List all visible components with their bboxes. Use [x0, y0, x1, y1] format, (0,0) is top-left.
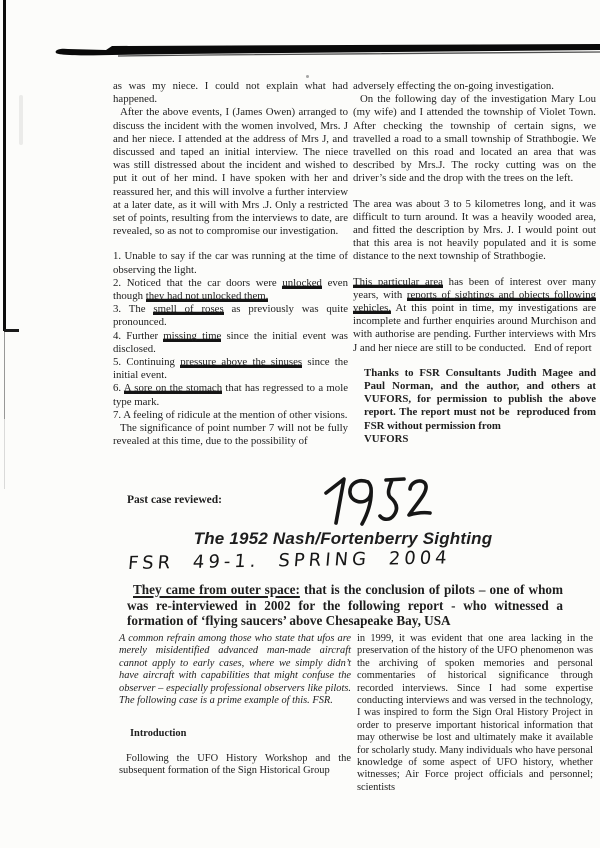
scan-left-edge-tick — [4, 329, 19, 332]
paragraph — [113, 422, 348, 448]
text-run: 4. Further — [113, 329, 164, 342]
paragraph — [357, 633, 593, 794]
text-run: that has regressed to a mole type mark. — [113, 382, 348, 408]
text-run: 1. Unable to say if the car was running at the time of observing the light. — [113, 250, 348, 276]
marker-underlined-text: they had not unlocked them. — [145, 290, 269, 303]
underlined-text: They came from outer space: — [133, 582, 300, 597]
text-run: After the above events, I (James Owen) arranged to discuss the incident with the women involved, Mrs. J and her niece. I attended at the address of Mrs J, and discussed and taped an initial interview. The niece was still distressed about the incident and wished to put it out of her mind. I have spoken with her and reassured her, and this will involve a further interview at a later date, as it will with Mrs .J. Only a restricted set of points, resulting from the interviews to date, are revealed, so as not to compromise our investigation. — [113, 106, 348, 238]
paragraph — [113, 80, 348, 106]
article-title: The 1952 Nash/Fortenberry Sighting — [193, 529, 493, 548]
scan-smudge — [19, 95, 23, 145]
text-run: as previously was quite pronounced. — [113, 303, 348, 329]
handwritten-reference-annotation: FSR 49-1. SPRING 2004 — [127, 547, 452, 574]
marker-underlined-text: This particular area — [353, 275, 443, 288]
marker-underlined-text: smell of roses — [153, 303, 224, 316]
bottom-right-column — [357, 633, 593, 794]
text-run: 5. Continuing — [113, 356, 181, 369]
bottom-left-column — [119, 633, 351, 794]
article-headline — [127, 582, 563, 629]
paragraph — [119, 753, 351, 778]
editor-note — [119, 633, 351, 707]
text-run: The significance of point number 7 will not be fully revealed at this time, due to the possibility of — [113, 422, 348, 448]
list-item — [113, 382, 348, 408]
text-run: On the following day of the investigation Mary Lou (my wife) and I attended the township of Violet Town. After checking the township of certain signs, we travelled a road to a small township of Strathbogie. We travelled on this road and located an area that was described by Mrs.J. The rocky cutting was on the driver’s side and the drop with the trees on the left. — [353, 93, 596, 185]
scan-left-edge-line-faint — [4, 331, 6, 419]
text-run: since the initial event. — [113, 356, 348, 382]
paragraph — [353, 80, 596, 93]
text-run: since the initial event was disclosed. — [113, 329, 349, 355]
list-item — [113, 250, 348, 276]
list-item — [113, 303, 348, 329]
section-heading — [119, 728, 351, 740]
acknowledgement — [353, 367, 596, 433]
text-run: VUFORS — [364, 432, 409, 445]
text-run: adversely effecting the on-going investigation. — [353, 80, 554, 92]
acknowledgement — [353, 433, 596, 446]
text-run: A common refrain among those who state that ufos are merely misidentified advanced man-made aircraft cannot apply to early cases, where we simply didn’t have aircraft with capabilities that might confuse the observer – especially professional observers like pilots. The following case is a prime example of this. FSR. — [119, 633, 351, 707]
scan-top-edge-band — [48, 43, 600, 59]
text-run: Thanks to FSR Consultants Judith Magee and Paul Norman, and the author, and others at VUFORS, for permission to publish the above report. The report must not be reproduced from FSR without permission from — [364, 366, 596, 432]
text-run: as was my niece. I could not explain what had happened. — [113, 80, 348, 106]
past-case-label: Past case reviewed: — [127, 494, 222, 506]
list-item — [113, 330, 348, 356]
text-run: in 1999, it was evident that one area lacking in the preservation of the history of the UFO phenomenon was the archiving of spoken memories and personal commentaries of historical significance through recorded interviews. Since I had some expertise conducting interviews and was versed in the technology, I was inspired to form the Sign Oral History Project in order to preserve important historical information that may otherwise be lost and ultimately make it available for scholarly study. Many individuals who have personal knowledge of some aspect of UFO history, whether witnesses; Air Force project officials and personnel; scientists — [357, 633, 593, 793]
headline — [127, 582, 563, 629]
paragraph — [353, 198, 596, 264]
scan-speck — [306, 75, 309, 78]
handwritten-year-annotation — [322, 476, 434, 528]
text-run: At this point in time, my investigations are incomplete and further enquiries around Murchison and with authorise are pending. Further interviews with Mrs J and her niece are still to be conducted. End of report — [353, 302, 596, 354]
text-run: 6. — [113, 382, 124, 395]
top-right-column — [353, 80, 596, 448]
paragraph — [113, 106, 348, 238]
text-run: Following the UFO History Workshop and the subsequent formation of the Sign Historical Group — [119, 752, 351, 777]
article-bottom-section — [119, 633, 593, 794]
paragraph — [353, 93, 596, 185]
report-top-section — [113, 80, 596, 448]
text-run: 3. The — [113, 303, 154, 316]
list-item — [113, 409, 348, 422]
text-run: that is the conclusion of pilots – one of whom was re-interviewed in 2002 for the following report - who witnessed a formation of ‘flying saucers’ above Chesapeake Bay, USA — [127, 582, 563, 629]
text-run: 2. Noticed that the car doors were — [113, 276, 283, 289]
marker-underlined-text: missing time — [163, 329, 222, 342]
text-run: The area was about 3 to 5 kilometres long, and it was difficult to turn around. It was a heavily wooded area, and fitted the description by Mrs. J. I would point out that this area is not heavily populated and it is some distance to the next township of Strathbogie. — [353, 197, 596, 263]
paragraph — [353, 276, 596, 355]
top-left-column — [113, 80, 348, 448]
marker-underlined-text: A sore on the stomach — [123, 382, 223, 395]
list-item — [113, 277, 348, 303]
text-run: has been of interest over many years, with — [353, 275, 596, 301]
text-run: 7. A feeling of ridicule at the mention of other visions. — [113, 408, 348, 421]
text-run: even though — [113, 276, 348, 303]
scan-left-edge-line-fainter — [4, 419, 5, 489]
marker-underlined-text: reports of sightings and objects following vehicles. — [353, 288, 596, 315]
marker-underlined-text: unlocked — [282, 276, 322, 289]
text-run: Introduction — [130, 728, 187, 740]
list-item — [113, 356, 348, 382]
marker-underlined-text: pressure above the sinuses — [180, 356, 303, 369]
scan-left-edge-line — [3, 0, 6, 331]
